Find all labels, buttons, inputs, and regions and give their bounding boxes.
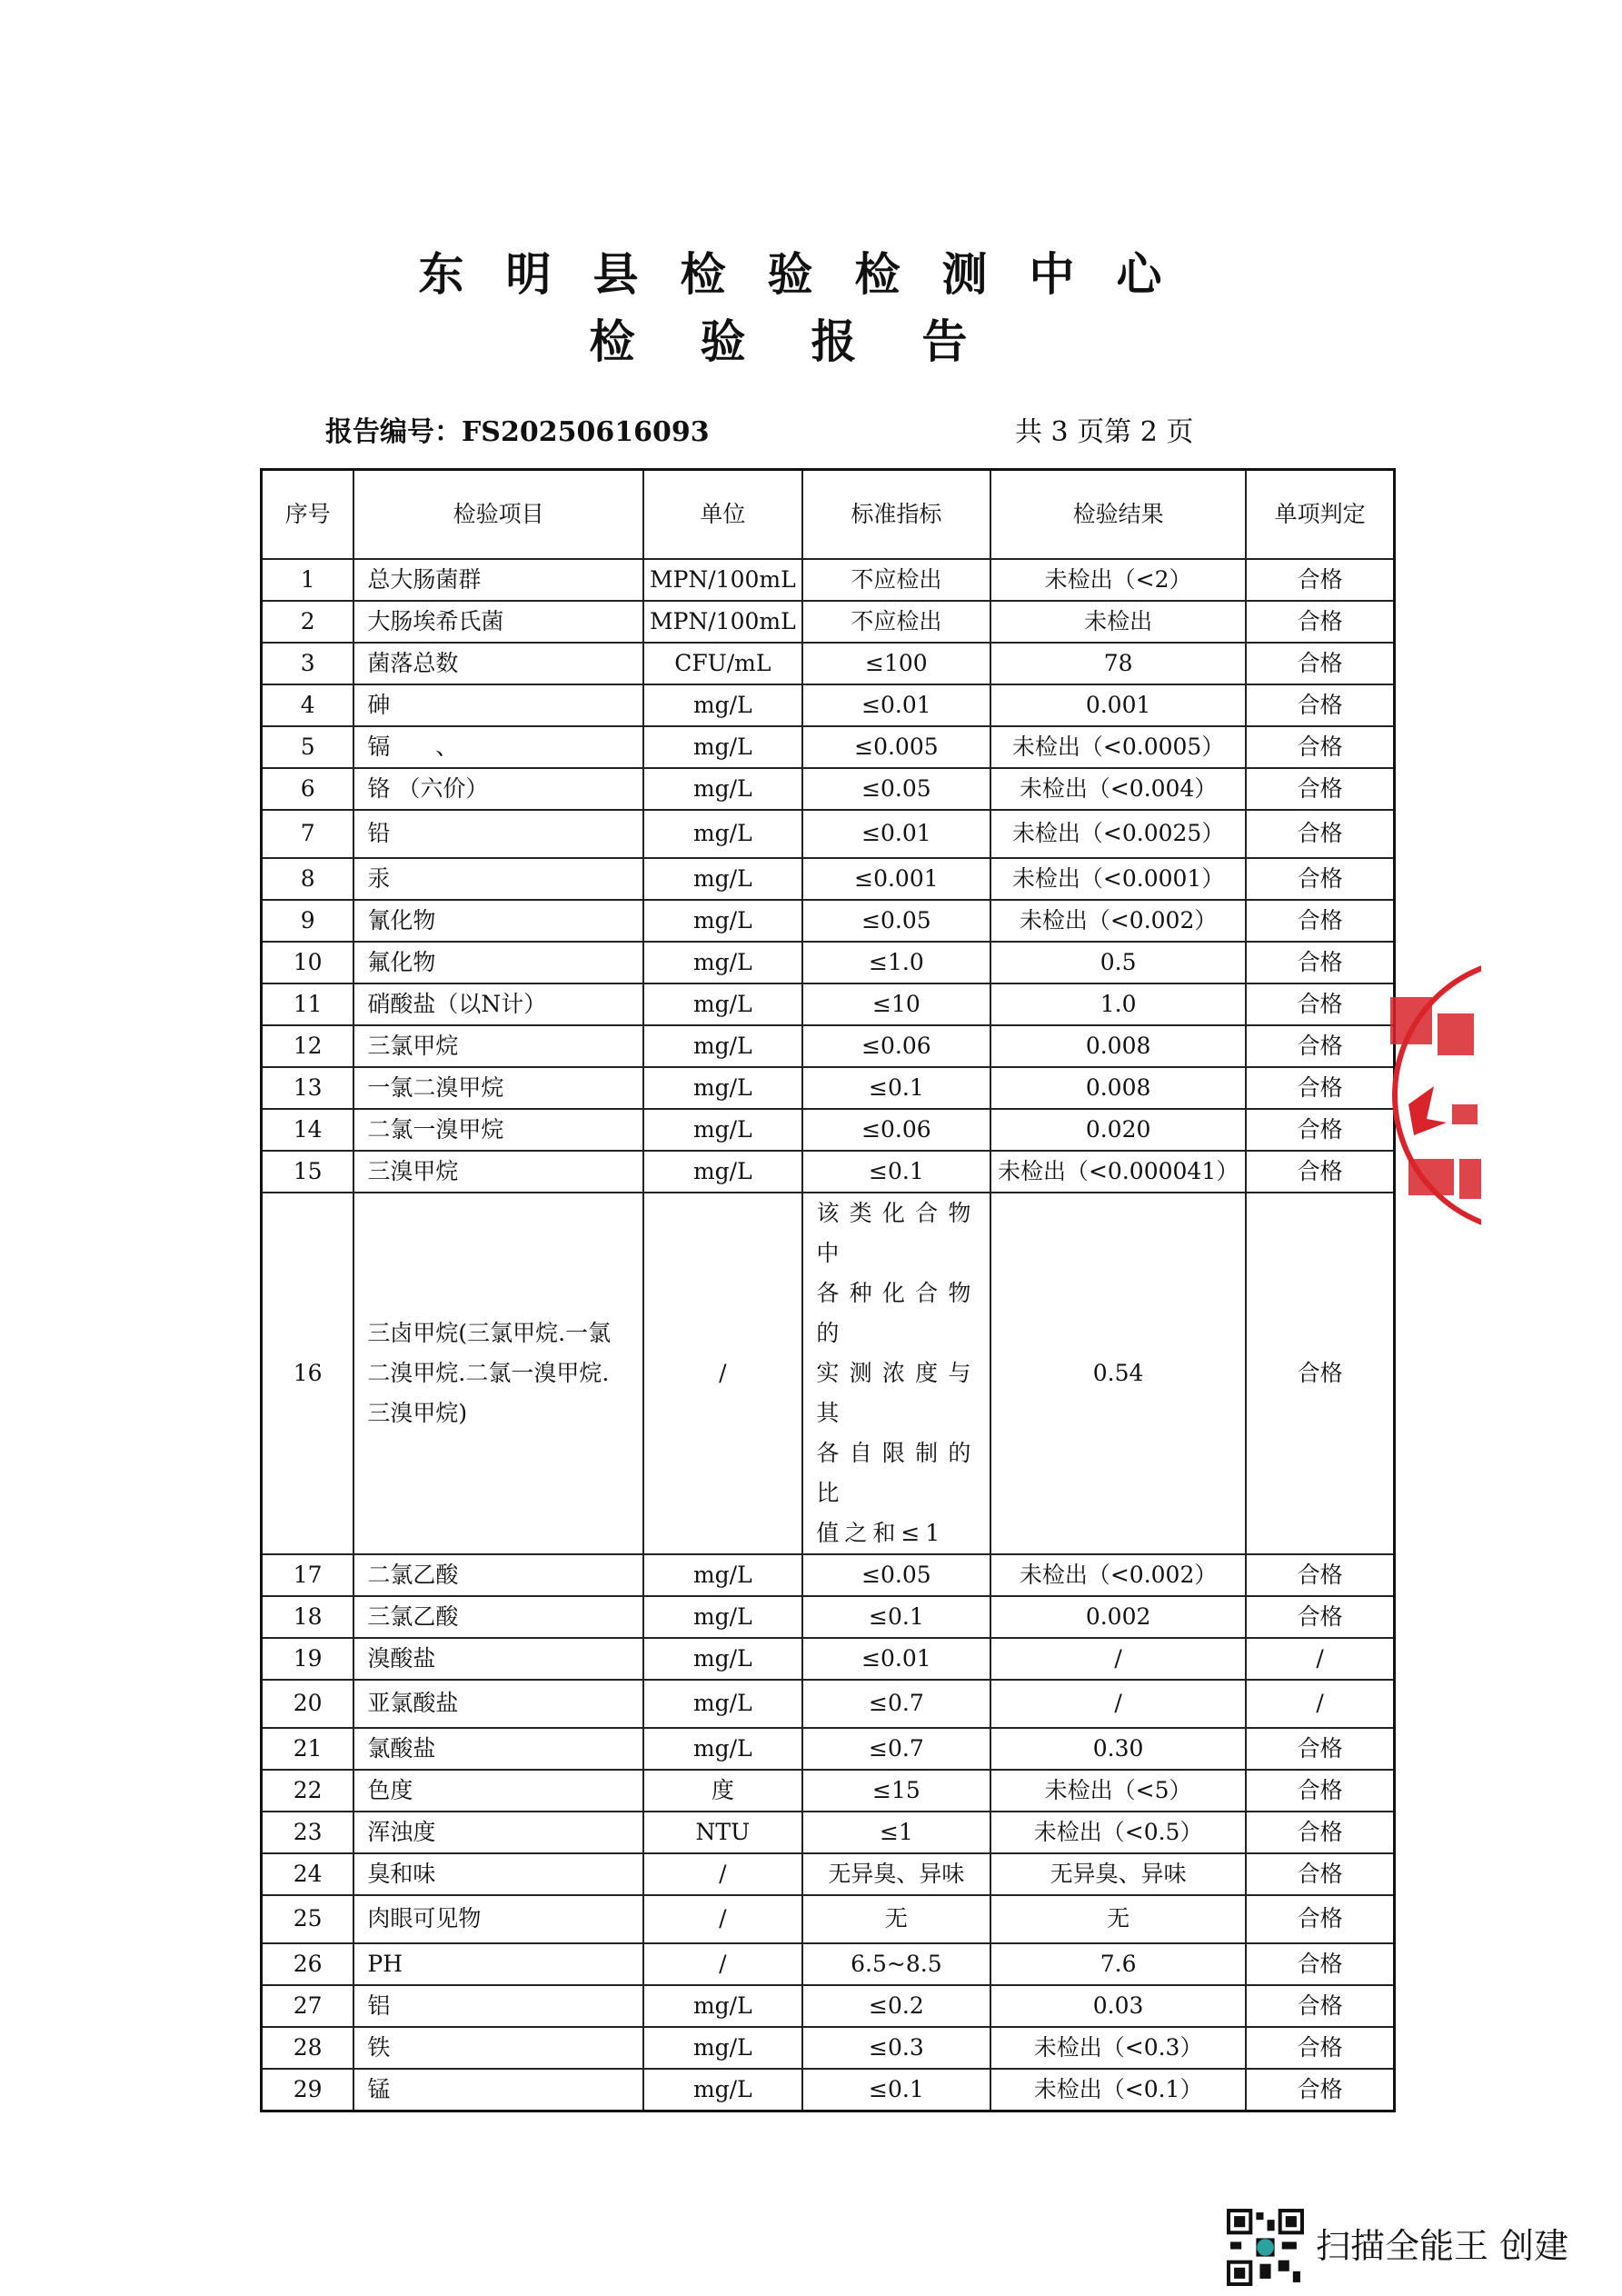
cell-verdict: /: [1246, 1638, 1394, 1680]
cell-result: 未检出（<0.1）: [990, 2069, 1246, 2111]
cell-verdict: 合格: [1246, 1985, 1394, 2027]
cell-unit: NTU: [643, 1812, 802, 1853]
cell-result: 未检出（<0.0001）: [990, 858, 1246, 900]
cell-standard: ≤0.05: [802, 1554, 990, 1596]
table-row: [262, 858, 1395, 900]
table-row: [262, 768, 1395, 810]
qr-code-icon: [1227, 2209, 1304, 2286]
cell-seq: 5: [262, 726, 354, 768]
cell-unit: mg/L: [643, 810, 802, 858]
cell-unit: mg/L: [643, 2069, 802, 2111]
cell-seq: 3: [262, 643, 354, 684]
cell-result: 0.002: [990, 1596, 1246, 1638]
cell-seq: 12: [262, 1025, 354, 1067]
cell-verdict: 合格: [1246, 1853, 1394, 1895]
table-row: [262, 643, 1395, 684]
cell-item: 大肠埃希氏菌: [353, 601, 643, 643]
table-row: [262, 1025, 1395, 1067]
cell-unit: mg/L: [643, 726, 802, 768]
cell-unit: mg/L: [643, 1554, 802, 1596]
cell-unit: mg/L: [643, 1680, 802, 1728]
cell-item: 臭和味: [353, 1853, 643, 1895]
table-row: [262, 1985, 1395, 2027]
cell-item: 氟化物: [353, 942, 643, 983]
cell-result: /: [990, 1680, 1246, 1728]
cell-standard: ≤0.2: [802, 1985, 990, 2027]
cell-standard: ≤1: [802, 1812, 990, 1853]
cell-seq: 1: [262, 559, 354, 601]
cell-unit: mg/L: [643, 1596, 802, 1638]
cell-item: 汞: [353, 858, 643, 900]
cell-result: 1.0: [990, 983, 1246, 1025]
cell-item: [353, 1193, 643, 1554]
cell-result: 无: [990, 1895, 1246, 1943]
cell-standard: ≤0.05: [802, 768, 990, 810]
cell-seq: 10: [262, 942, 354, 983]
cell-item: 二氯一溴甲烷: [353, 1109, 643, 1151]
cell-item: 硝酸盐（以N计）: [353, 983, 643, 1025]
table-row: [262, 1554, 1395, 1596]
cell-unit: MPN/100mL: [643, 559, 802, 601]
cell-unit: mg/L: [643, 768, 802, 810]
cell-verdict: 合格: [1246, 1554, 1394, 1596]
cell-seq: 8: [262, 858, 354, 900]
cell-unit: MPN/100mL: [643, 601, 802, 643]
cell-item: 铝: [353, 1985, 643, 2027]
table-row: [262, 684, 1395, 726]
cell-item: 氰化物: [353, 900, 643, 942]
cell-seq: 26: [262, 1943, 354, 1985]
cell-result: 0.5: [990, 942, 1246, 983]
cell-verdict: 合格: [1246, 643, 1394, 684]
cell-standard: 不应检出: [802, 559, 990, 601]
cell-verdict: 合格: [1246, 810, 1394, 858]
col-header-standard: 标准指标: [802, 470, 990, 560]
cell-unit: CFU/mL: [643, 643, 802, 684]
cell-standard: ≤0.01: [802, 684, 990, 726]
cell-seq: 11: [262, 983, 354, 1025]
cell-standard: 无异臭、异味: [802, 1853, 990, 1895]
cell-seq: 20: [262, 1680, 354, 1728]
cell-result: 0.008: [990, 1067, 1246, 1109]
cell-standard: ≤10: [802, 983, 990, 1025]
cell-item: PH: [353, 1943, 643, 1985]
cell-seq: 2: [262, 601, 354, 643]
cell-item: 菌落总数: [353, 643, 643, 684]
org-title: 东明县检验检测中心: [418, 248, 1204, 301]
cell-verdict: 合格: [1246, 983, 1394, 1025]
cell-standard: ≤0.005: [802, 726, 990, 768]
scanner-watermark-text: 扫描全能王 创建: [1316, 2226, 1569, 2266]
cell-seq: 4: [262, 684, 354, 726]
cell-verdict: 合格: [1246, 1812, 1394, 1853]
col-header-seq: 序号: [262, 470, 354, 560]
cell-verdict: 合格: [1246, 1596, 1394, 1638]
table-row: [262, 1895, 1395, 1943]
cell-result: 未检出（<0.0005）: [990, 726, 1246, 768]
cell-result: 未检出（<5）: [990, 1770, 1246, 1812]
page-indicator: 共 3 页第 2 页: [1015, 416, 1194, 448]
cell-standard: ≤0.001: [802, 858, 990, 900]
cell-standard: ≤0.06: [802, 1109, 990, 1151]
cell-unit: /: [643, 1895, 802, 1943]
cell-result: 0.30: [990, 1728, 1246, 1770]
cell-unit: /: [643, 1853, 802, 1895]
cell-standard: ≤0.7: [802, 1728, 990, 1770]
cell-unit: mg/L: [643, 684, 802, 726]
cell-unit: mg/L: [643, 2027, 802, 2069]
cell-unit: mg/L: [643, 983, 802, 1025]
cell-standard: ≤0.01: [802, 1638, 990, 1680]
cell-unit: mg/L: [643, 1728, 802, 1770]
cell-item: 肉眼可见物: [353, 1895, 643, 1943]
table-row: [262, 1109, 1395, 1151]
cell-seq: 18: [262, 1596, 354, 1638]
cell-result: 0.03: [990, 1985, 1246, 2027]
red-seal-stamp: [1354, 941, 1481, 1250]
cell-verdict: 合格: [1246, 1151, 1394, 1193]
cell-standard: ≤0.1: [802, 1151, 990, 1193]
cell-item: 三氯甲烷: [353, 1025, 643, 1067]
col-header-unit: 单位: [643, 470, 802, 560]
cell-seq: 24: [262, 1853, 354, 1895]
cell-unit: mg/L: [643, 942, 802, 983]
doc-title: 检验报告: [589, 315, 1033, 368]
cell-seq: 27: [262, 1985, 354, 2027]
cell-seq: 28: [262, 2027, 354, 2069]
cell-item: 锰: [353, 2069, 643, 2111]
cell-unit: mg/L: [643, 858, 802, 900]
table-row: [262, 2069, 1395, 2111]
cell-item: 氯酸盐: [353, 1728, 643, 1770]
col-header-item: 检验项目: [353, 470, 643, 560]
cell-verdict: 合格: [1246, 2027, 1394, 2069]
table-row: [262, 1853, 1395, 1895]
table-row: [262, 1193, 1395, 1554]
col-header-verdict: 单项判定: [1246, 470, 1394, 560]
cell-verdict: 合格: [1246, 858, 1394, 900]
cell-result: 未检出（<0.3）: [990, 2027, 1246, 2069]
cell-result: 未检出: [990, 601, 1246, 643]
cell-standard: ≤0.1: [802, 1067, 990, 1109]
cell-seq: 13: [262, 1067, 354, 1109]
table-row: [262, 810, 1395, 858]
cell-seq: 14: [262, 1109, 354, 1151]
cell-seq: 17: [262, 1554, 354, 1596]
cell-item: 色度: [353, 1770, 643, 1812]
cell-standard: ≤1.0: [802, 942, 990, 983]
cell-verdict: 合格: [1246, 2069, 1394, 2111]
cell-verdict: 合格: [1246, 726, 1394, 768]
cell-verdict: 合格: [1246, 1770, 1394, 1812]
table-row: [262, 1596, 1395, 1638]
cell-unit: mg/L: [643, 1067, 802, 1109]
cell-seq: 16: [262, 1193, 354, 1554]
cell-standard: ≤0.7: [802, 1680, 990, 1728]
cell-unit: mg/L: [643, 1638, 802, 1680]
table-row: [262, 1638, 1395, 1680]
cell-verdict: 合格: [1246, 1943, 1394, 1985]
cell-standard: ≤15: [802, 1770, 990, 1812]
cell-result: 78: [990, 643, 1246, 684]
cell-item: 砷: [353, 684, 643, 726]
cell-result: 0.001: [990, 684, 1246, 726]
cell-standard: ≤0.1: [802, 2069, 990, 2111]
cell-result: 7.6: [990, 1943, 1246, 1985]
cell-verdict: 合格: [1246, 1067, 1394, 1109]
cell-verdict: 合格: [1246, 768, 1394, 810]
cell-result: 未检出（<0.0025）: [990, 810, 1246, 858]
cell-item: 三氯乙酸: [353, 1596, 643, 1638]
cell-verdict: 合格: [1246, 942, 1394, 983]
table-row: [262, 1943, 1395, 1985]
cell-item: 浑浊度: [353, 1812, 643, 1853]
table-row: [262, 726, 1395, 768]
cell-standard: ≤0.1: [802, 1596, 990, 1638]
cell-verdict: 合格: [1246, 684, 1394, 726]
cell-item: 铬 （六价）: [353, 768, 643, 810]
cell-verdict: 合格: [1246, 900, 1394, 942]
cell-item: 铅: [353, 810, 643, 858]
table-row: [262, 601, 1395, 643]
cell-item: 总大肠菌群: [353, 559, 643, 601]
cell-unit: mg/L: [643, 1151, 802, 1193]
cell-result: /: [990, 1638, 1246, 1680]
cell-seq: 6: [262, 768, 354, 810]
cell-standard: 无: [802, 1895, 990, 1943]
table-header-row: [262, 470, 1395, 560]
cell-unit: mg/L: [643, 900, 802, 942]
cell-unit: /: [643, 1193, 802, 1554]
cell-result: 未检出（<0.5）: [990, 1812, 1246, 1853]
cell-result: 未检出（<0.002）: [990, 900, 1246, 942]
cell-verdict: 合格: [1246, 1193, 1394, 1554]
cell-item: 一氯二溴甲烷: [353, 1067, 643, 1109]
cell-result: 未检出（<0.000041）: [990, 1151, 1246, 1193]
results-table: [260, 468, 1396, 2112]
cell-unit: mg/L: [643, 1109, 802, 1151]
cell-standard: 不应检出: [802, 601, 990, 643]
table-row: [262, 983, 1395, 1025]
cell-verdict: 合格: [1246, 1025, 1394, 1067]
cell-standard: ≤0.05: [802, 900, 990, 942]
cell-seq: 25: [262, 1895, 354, 1943]
cell-unit: /: [643, 1943, 802, 1985]
cell-seq: 19: [262, 1638, 354, 1680]
cell-seq: 9: [262, 900, 354, 942]
table-row: [262, 942, 1395, 983]
cell-seq: 29: [262, 2069, 354, 2111]
cell-unit: mg/L: [643, 1025, 802, 1067]
cell-verdict: 合格: [1246, 601, 1394, 643]
cell-standard: ≤0.06: [802, 1025, 990, 1067]
cell-verdict: 合格: [1246, 1109, 1394, 1151]
cell-item: 铁: [353, 2027, 643, 2069]
cell-result: 0.54: [990, 1193, 1246, 1554]
cell-verdict: 合格: [1246, 1728, 1394, 1770]
cell-item: 亚氯酸盐: [353, 1680, 643, 1728]
cell-result: 0.020: [990, 1109, 1246, 1151]
cell-standard-multiline: 该类化合物中 各种化合物的 实测浓度与其 各自限制的比 值之和≤1: [816, 1200, 977, 1546]
cell-result: 未检出（<0.002）: [990, 1554, 1246, 1596]
cell-standard: 6.5~8.5: [802, 1943, 990, 1985]
cell-result: 无异臭、异味: [990, 1853, 1246, 1895]
cell-seq: 21: [262, 1728, 354, 1770]
cell-standard: [802, 1193, 990, 1554]
table-row: [262, 1770, 1395, 1812]
cell-verdict: 合格: [1246, 1895, 1394, 1943]
cell-verdict: 合格: [1246, 559, 1394, 601]
cell-standard: ≤0.3: [802, 2027, 990, 2069]
cell-unit: mg/L: [643, 1985, 802, 2027]
table-row: [262, 1151, 1395, 1193]
cell-item-multiline: 三卤甲烷(三氯甲烷.一氯 二溴甲烷.二氯一溴甲烷. 三溴甲烷): [367, 1320, 612, 1426]
cell-standard: ≤0.01: [802, 810, 990, 858]
table-row: [262, 1067, 1395, 1109]
cell-item: 二氯乙酸: [353, 1554, 643, 1596]
cell-verdict: /: [1246, 1680, 1394, 1728]
cell-item: 三溴甲烷: [353, 1151, 643, 1193]
table-row: [262, 1680, 1395, 1728]
cell-unit: 度: [643, 1770, 802, 1812]
table-row: [262, 559, 1395, 601]
cell-standard: ≤100: [802, 643, 990, 684]
cell-result: 0.008: [990, 1025, 1246, 1067]
table-row: [262, 900, 1395, 942]
table-row: [262, 1728, 1395, 1770]
col-header-result: 检验结果: [990, 470, 1246, 560]
table-row: [262, 1812, 1395, 1853]
cell-seq: 23: [262, 1812, 354, 1853]
cell-result: 未检出（<2）: [990, 559, 1246, 601]
cell-item: 溴酸盐: [353, 1638, 643, 1680]
cell-seq: 15: [262, 1151, 354, 1193]
cell-item: 镉 、: [353, 726, 643, 768]
table-row: [262, 2027, 1395, 2069]
cell-seq: 22: [262, 1770, 354, 1812]
cell-result: 未检出（<0.004）: [990, 768, 1246, 810]
cell-seq: 7: [262, 810, 354, 858]
report-number: 报告编号：FS20250616093: [325, 416, 710, 448]
